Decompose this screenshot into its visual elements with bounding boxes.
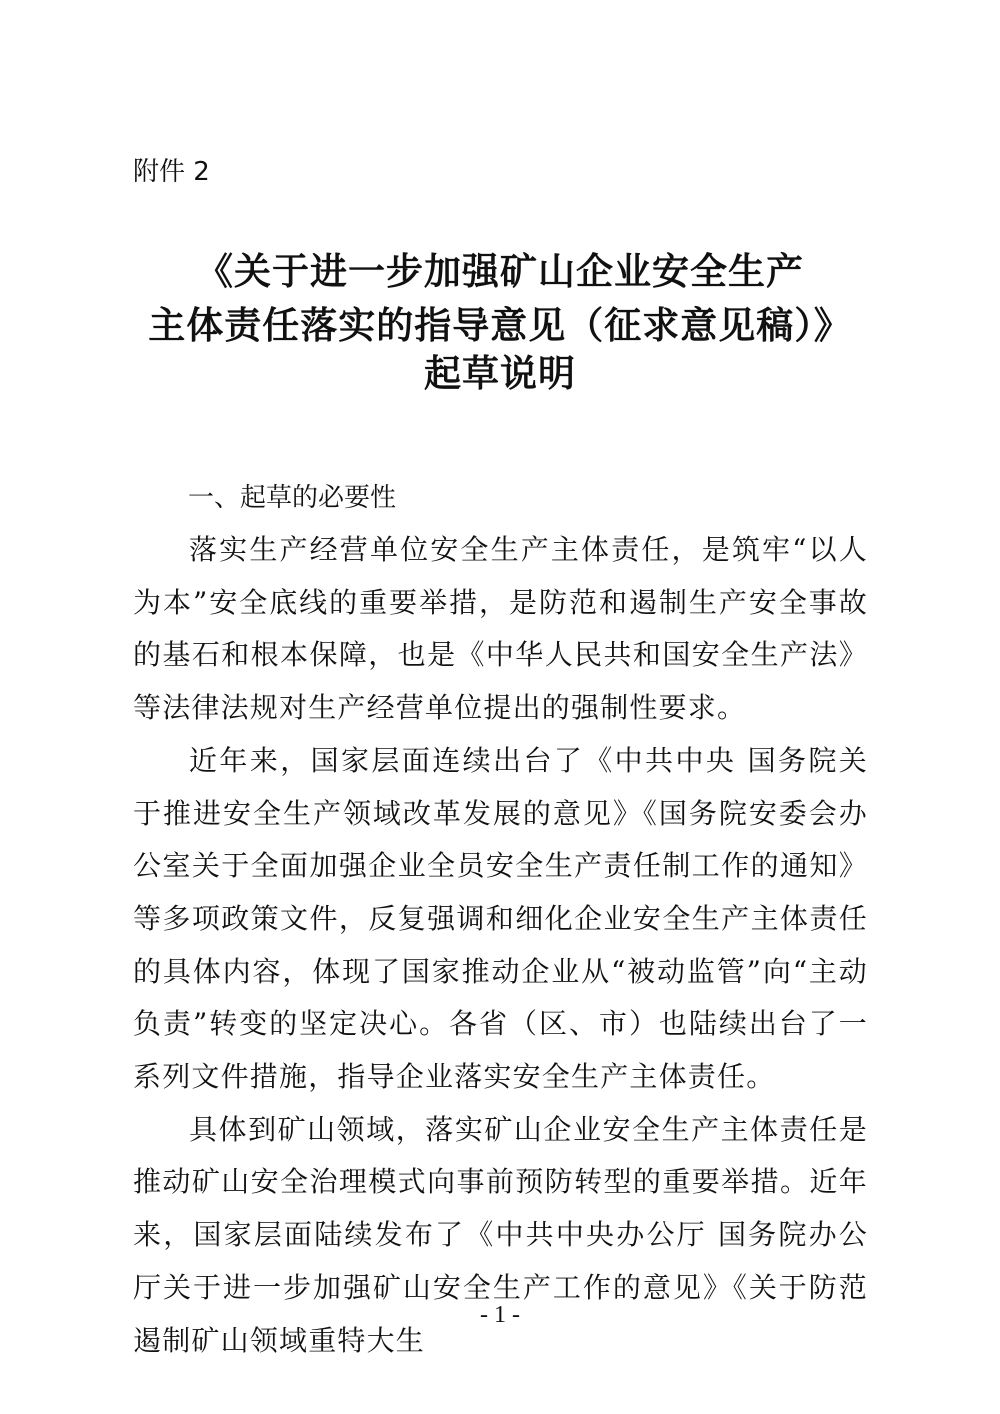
page-number: - 1 - <box>480 1302 520 1328</box>
attachment-label: 附件 2 <box>133 157 210 187</box>
paragraph-3: 具体到矿山领域，落实矿山企业安全生产主体责任是推动矿山安全治理模式向事前预防转型的重要举措。近年来，国家层面陆续发布了《中共中央办公厅 国务院办公厅关于进一步加强矿山安全生产工作的意见》《关于防范遏制矿山领域重特大生 <box>133 1112 868 1357</box>
document-title-line-1: 《关于进一步加强矿山企业安全生产 <box>196 250 804 293</box>
body-text <box>133 524 868 1367</box>
document-title-line-3: 起草说明 <box>424 352 576 395</box>
paragraph-1: 落实生产经营单位安全生产主体责任，是筑牢“以人为本”安全底线的重要举措，是防范和遏制生产安全事故的基石和根本保障，也是《中华人民共和国安全生产法》等法律法规对生产经营单位提出的强制性要求。 <box>133 533 868 725</box>
section-heading: 一、起草的必要性 <box>188 483 397 513</box>
paragraph-2: 近年来，国家层面连续出台了《中共中央 国务院关于推进安全生产领域改革发展的意见》《国务院安委会办公室关于全面加强企业全员安全生产责任制工作的通知》等多项政策文件，反复强调和细化企业安全生产主体责任的具体内容，体现了国家推动企业从“被动监管”向“主动负责”转变的坚定决心。各省（区、市）也陆续出台了一系列文件措施，指导企业落实安全生产主体责任。 <box>133 743 868 1094</box>
document-title-line-2: 主体责任落实的指导意见（征求意见稿）》 <box>148 304 852 347</box>
